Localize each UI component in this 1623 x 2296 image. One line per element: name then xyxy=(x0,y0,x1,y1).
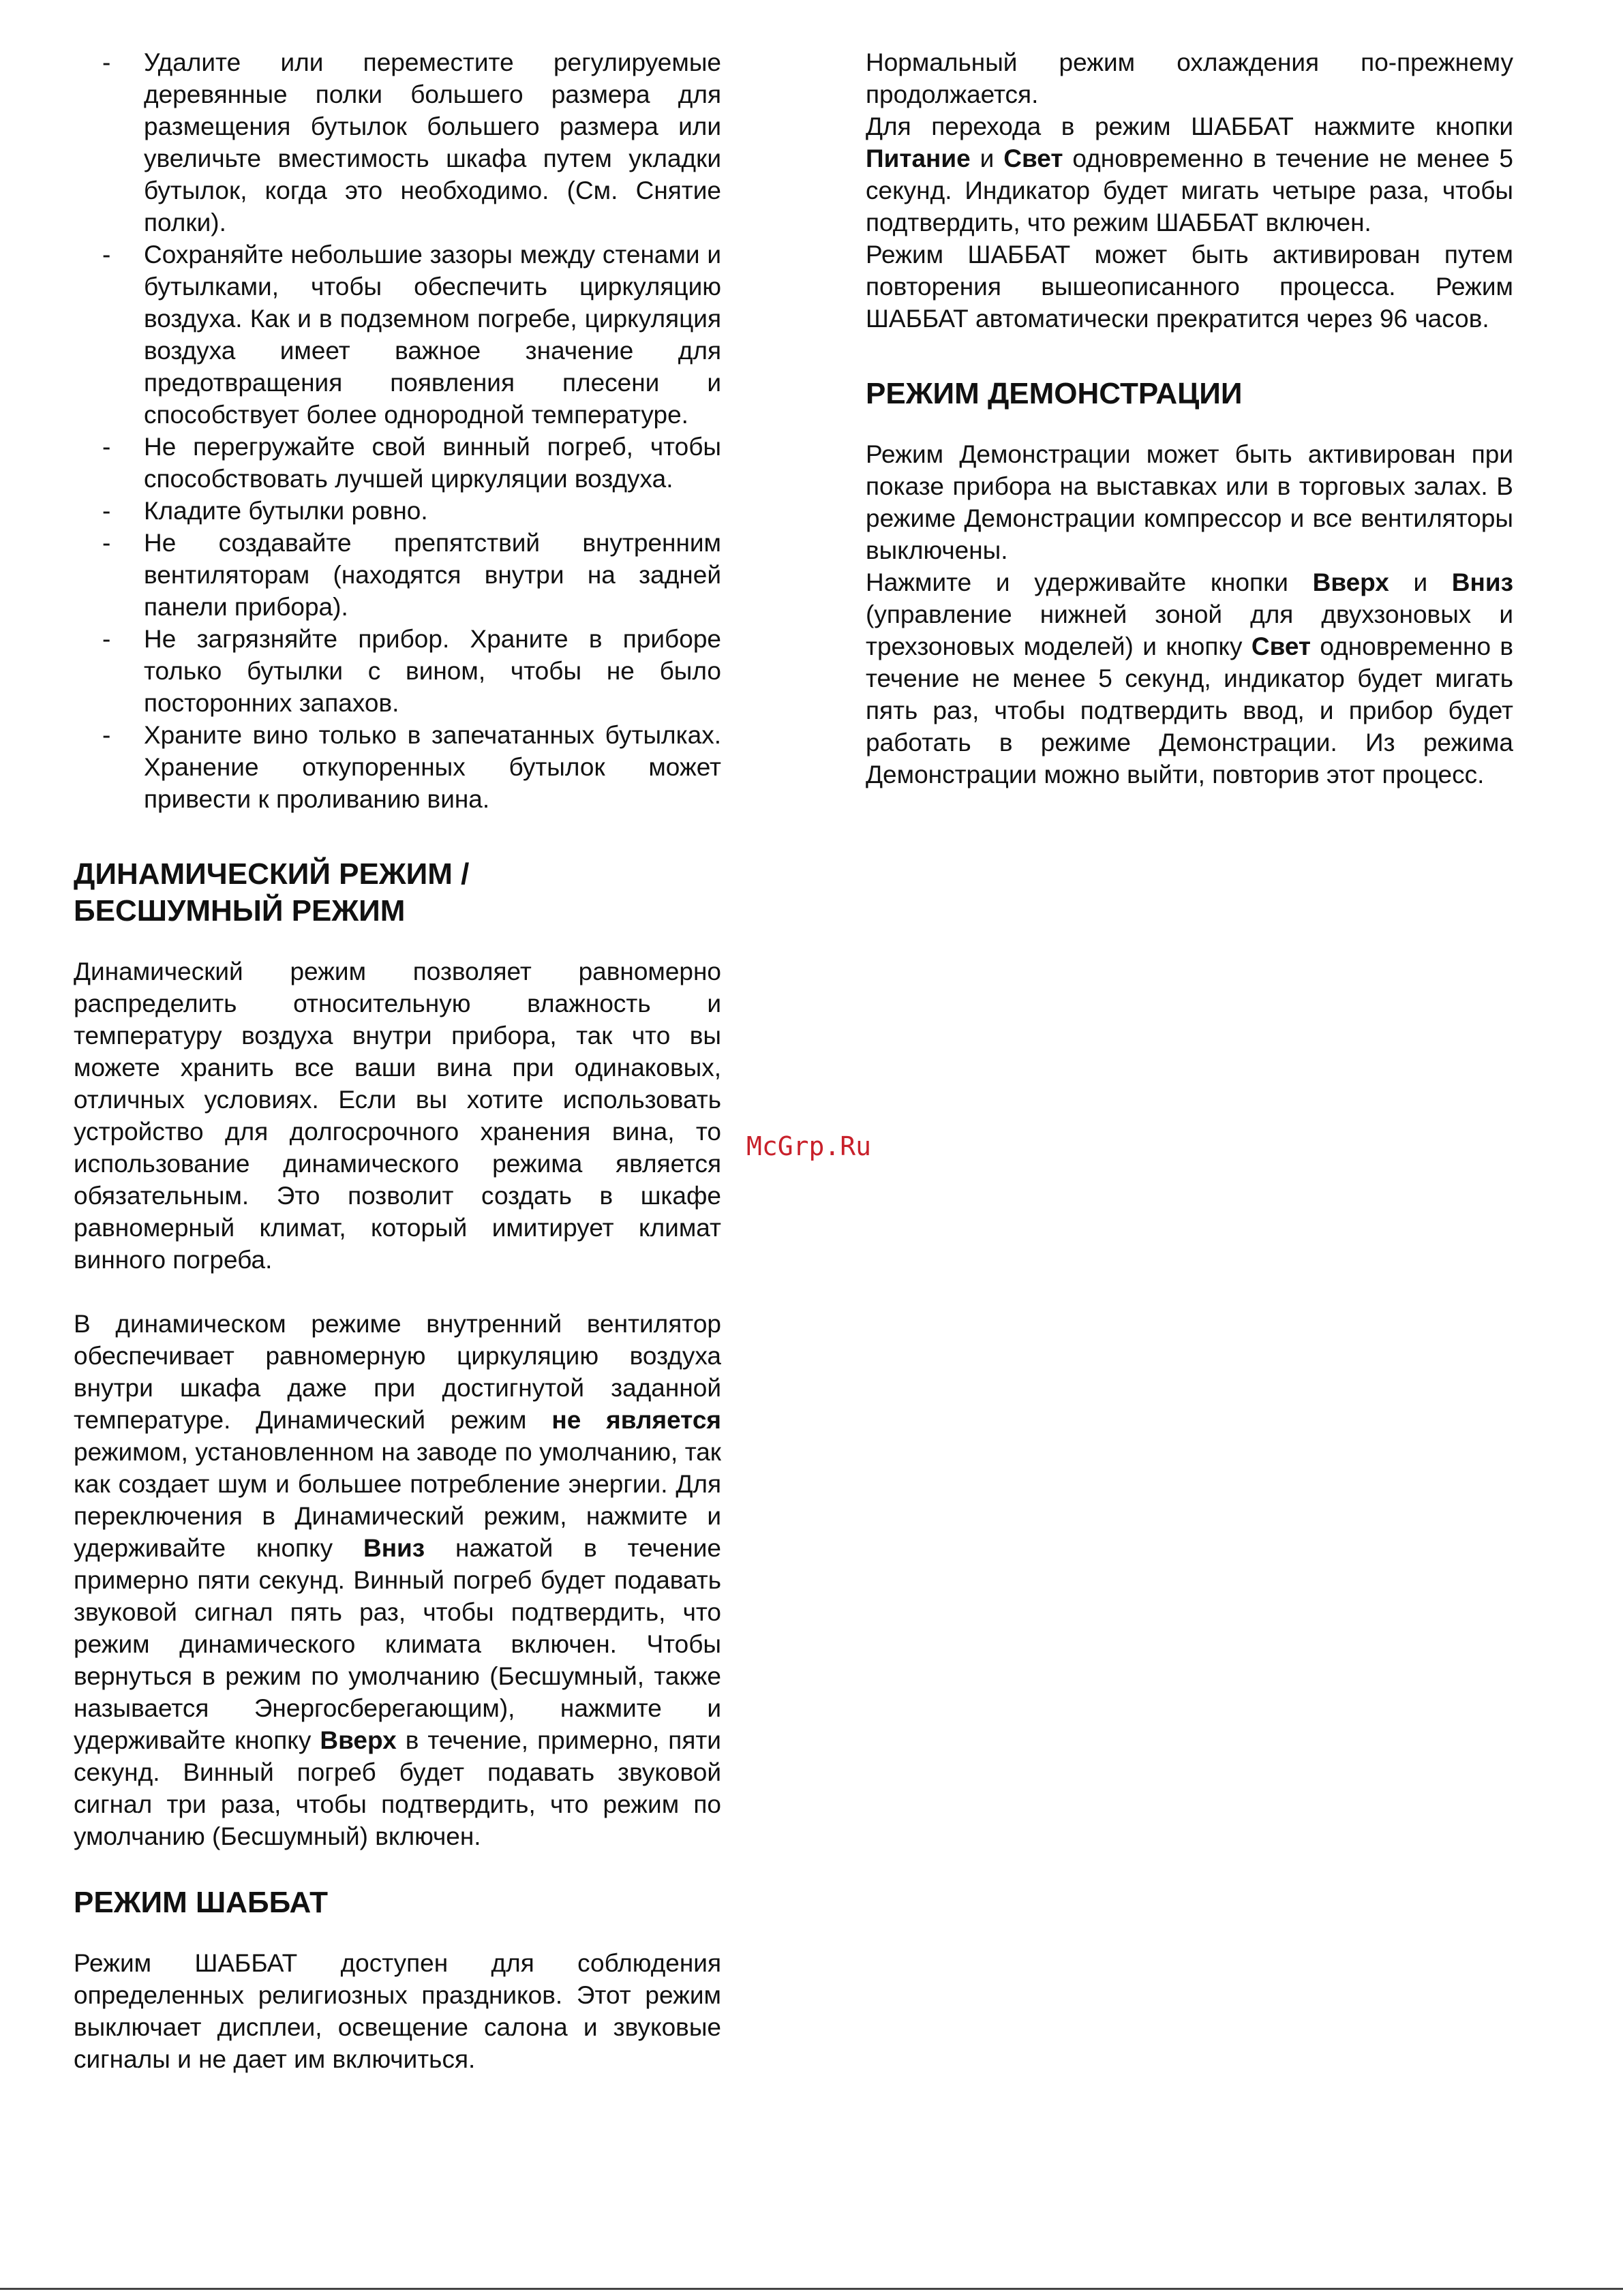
text-run: одновременно в течение не менее 5 секунд, индикатор будет мигать пять раз, чтобы подтвердить ввод, и прибор будет работать в режиме Демонстрации. Из режима Демонстрации можно выйти, повторив этот процесс. xyxy=(866,632,1513,789)
sabbath-activation-paragraph xyxy=(866,110,1513,239)
emphasis-text: Вниз xyxy=(363,1534,425,1562)
text-run: одновременно в течение не менее 5 секунд. Индикатор будет мигать четыре раза, чтобы подтвердить, что режим ШАББАТ включен. xyxy=(866,144,1513,236)
text-run: и xyxy=(1389,568,1452,596)
list-item: - Не создавайте препятствий внутренним вентиляторам (находятся внутри на задней панели прибора). xyxy=(74,527,721,623)
list-item: - Храните вино только в запечатанных бутылках. Хранение откупоренных бутылок может привести к проливанию вина. xyxy=(74,719,721,815)
heading-line: БЕСШУМНЫЙ РЕЖИМ xyxy=(74,894,406,928)
list-item: - Удалите или переместите регулируемые деревянные полки большего размера для размещения бутылок большего размера или увеличьте вместимость шкафа путем укладки бутылок, когда это необходимо. (См. Снятие полки). xyxy=(74,46,721,239)
list-item: - Не загрязняйте прибор. Храните в приборе только бутылки с вином, чтобы не было посторонних запахов. xyxy=(74,623,721,719)
list-item: - Кладите бутылки ровно. xyxy=(74,495,721,527)
text-run: (управление нижней зоной для двухзоновых и трехзоновых моделей) и кнопку xyxy=(866,600,1513,660)
sabbath-mode-paragraph: Режим ШАББАТ доступен для соблюдения определенных религиозных праздников. Этот режим выключает дисплеи, освещение салона и звуковые сигналы и не дает им включиться. xyxy=(74,1949,721,2073)
emphasis-text: Вверх xyxy=(1312,568,1389,596)
list-item: - Сохраняйте небольшие зазоры между стенами и бутылками, чтобы обеспечить циркуляцию воздуха. Как и в подземном погребе, циркуляция воздуха имеет важное значение для предотвращения появления плесени и способствует более однородной температуре. xyxy=(74,239,721,431)
text-run: Для перехода в режим ШАББАТ нажмите кнопки xyxy=(866,112,1513,140)
emphasis-text: Вверх xyxy=(320,1726,397,1754)
text-run: и xyxy=(970,144,1004,172)
dynamic-mode-paragraph: Динамический режим позволяет равномерно распределить относительную влажность и температуру воздуха внутри прибора, так что вы можете хранить все ваши вина при одинаковых, отличных условиях. Если вы хотите использовать устройство для долгосрочного хранения вина, то использование динамического режима является обязательным. Это позволит создать в шкафе равномерный климат, который имитирует климат винного погреба. xyxy=(74,958,721,1274)
emphasis-text: не является xyxy=(551,1406,721,1434)
demo-mode-instructions xyxy=(866,566,1513,791)
heading-line: ДИНАМИЧЕСКИЙ РЕЖИМ / xyxy=(74,857,470,891)
sabbath-continued-paragraph: Нормальный режим охлаждения по-прежнему продолжается. xyxy=(866,48,1513,108)
text-run: режимом, установленном на заводе по умолчанию, так как создает шум и большее потребление энергии. Для переключения в Динамический режим, нажмите и удерживайте кнопку xyxy=(74,1438,721,1562)
bottom-divider xyxy=(0,2288,1623,2290)
emphasis-text: Свет xyxy=(1251,632,1311,660)
emphasis-text: Свет xyxy=(1003,144,1063,172)
dynamic-mode-heading xyxy=(74,856,721,930)
text-run: в течение, примерно, пяти секунд. Винный погреб будет подавать звуковой сигнал три раза, чтобы подтвердить, что режим по умолчанию (Бесшумный) включен. xyxy=(74,1726,721,1850)
demo-mode-heading: РЕЖИМ ДЕМОНСТРАЦИИ xyxy=(866,377,1243,410)
right-column xyxy=(866,46,1513,791)
list-item: - Не перегружайте свой винный погреб, чтобы способствовать лучшей циркуляции воздуха. xyxy=(74,431,721,495)
emphasis-text: Вниз xyxy=(1451,568,1513,596)
text-run: Нажмите и удерживайте кнопки xyxy=(866,568,1313,596)
demo-mode-paragraph: Режим Демонстрации может быть активирован при показе прибора на выставках или в торговых залах. В режиме Демонстрации компрессор и все вентиляторы выключены. xyxy=(866,440,1513,564)
dynamic-mode-instructions xyxy=(74,1308,721,1852)
emphasis-text: Питание xyxy=(866,144,971,172)
text-run: нажатой в течение примерно пяти секунд. Винный погреб будет подавать звуковой сигнал пять раз, чтобы подтвердить, что режим динамического климата включен. Чтобы вернуться в режим по умолчанию (Бесшумный, также называется Энергосберегающим), нажмите и удерживайте кнопку xyxy=(74,1534,721,1754)
watermark-text: McGrp.Ru xyxy=(746,1131,872,1161)
text-run: В динамическом режиме внутренний вентилятор обеспечивает равномерную циркуляцию воздуха внутри шкафа даже при достигнутой заданной температуре. Динамический режим xyxy=(74,1310,721,1434)
left-column xyxy=(74,46,721,2075)
sabbath-repeat-paragraph: Режим ШАББАТ может быть активирован путем повторения вышеописанного процесса. Режим ШАББАТ автоматически прекратится через 96 часов. xyxy=(866,241,1513,333)
sabbath-mode-heading: РЕЖИМ ШАББАТ xyxy=(74,1886,328,1919)
storage-tips-list xyxy=(74,46,721,815)
